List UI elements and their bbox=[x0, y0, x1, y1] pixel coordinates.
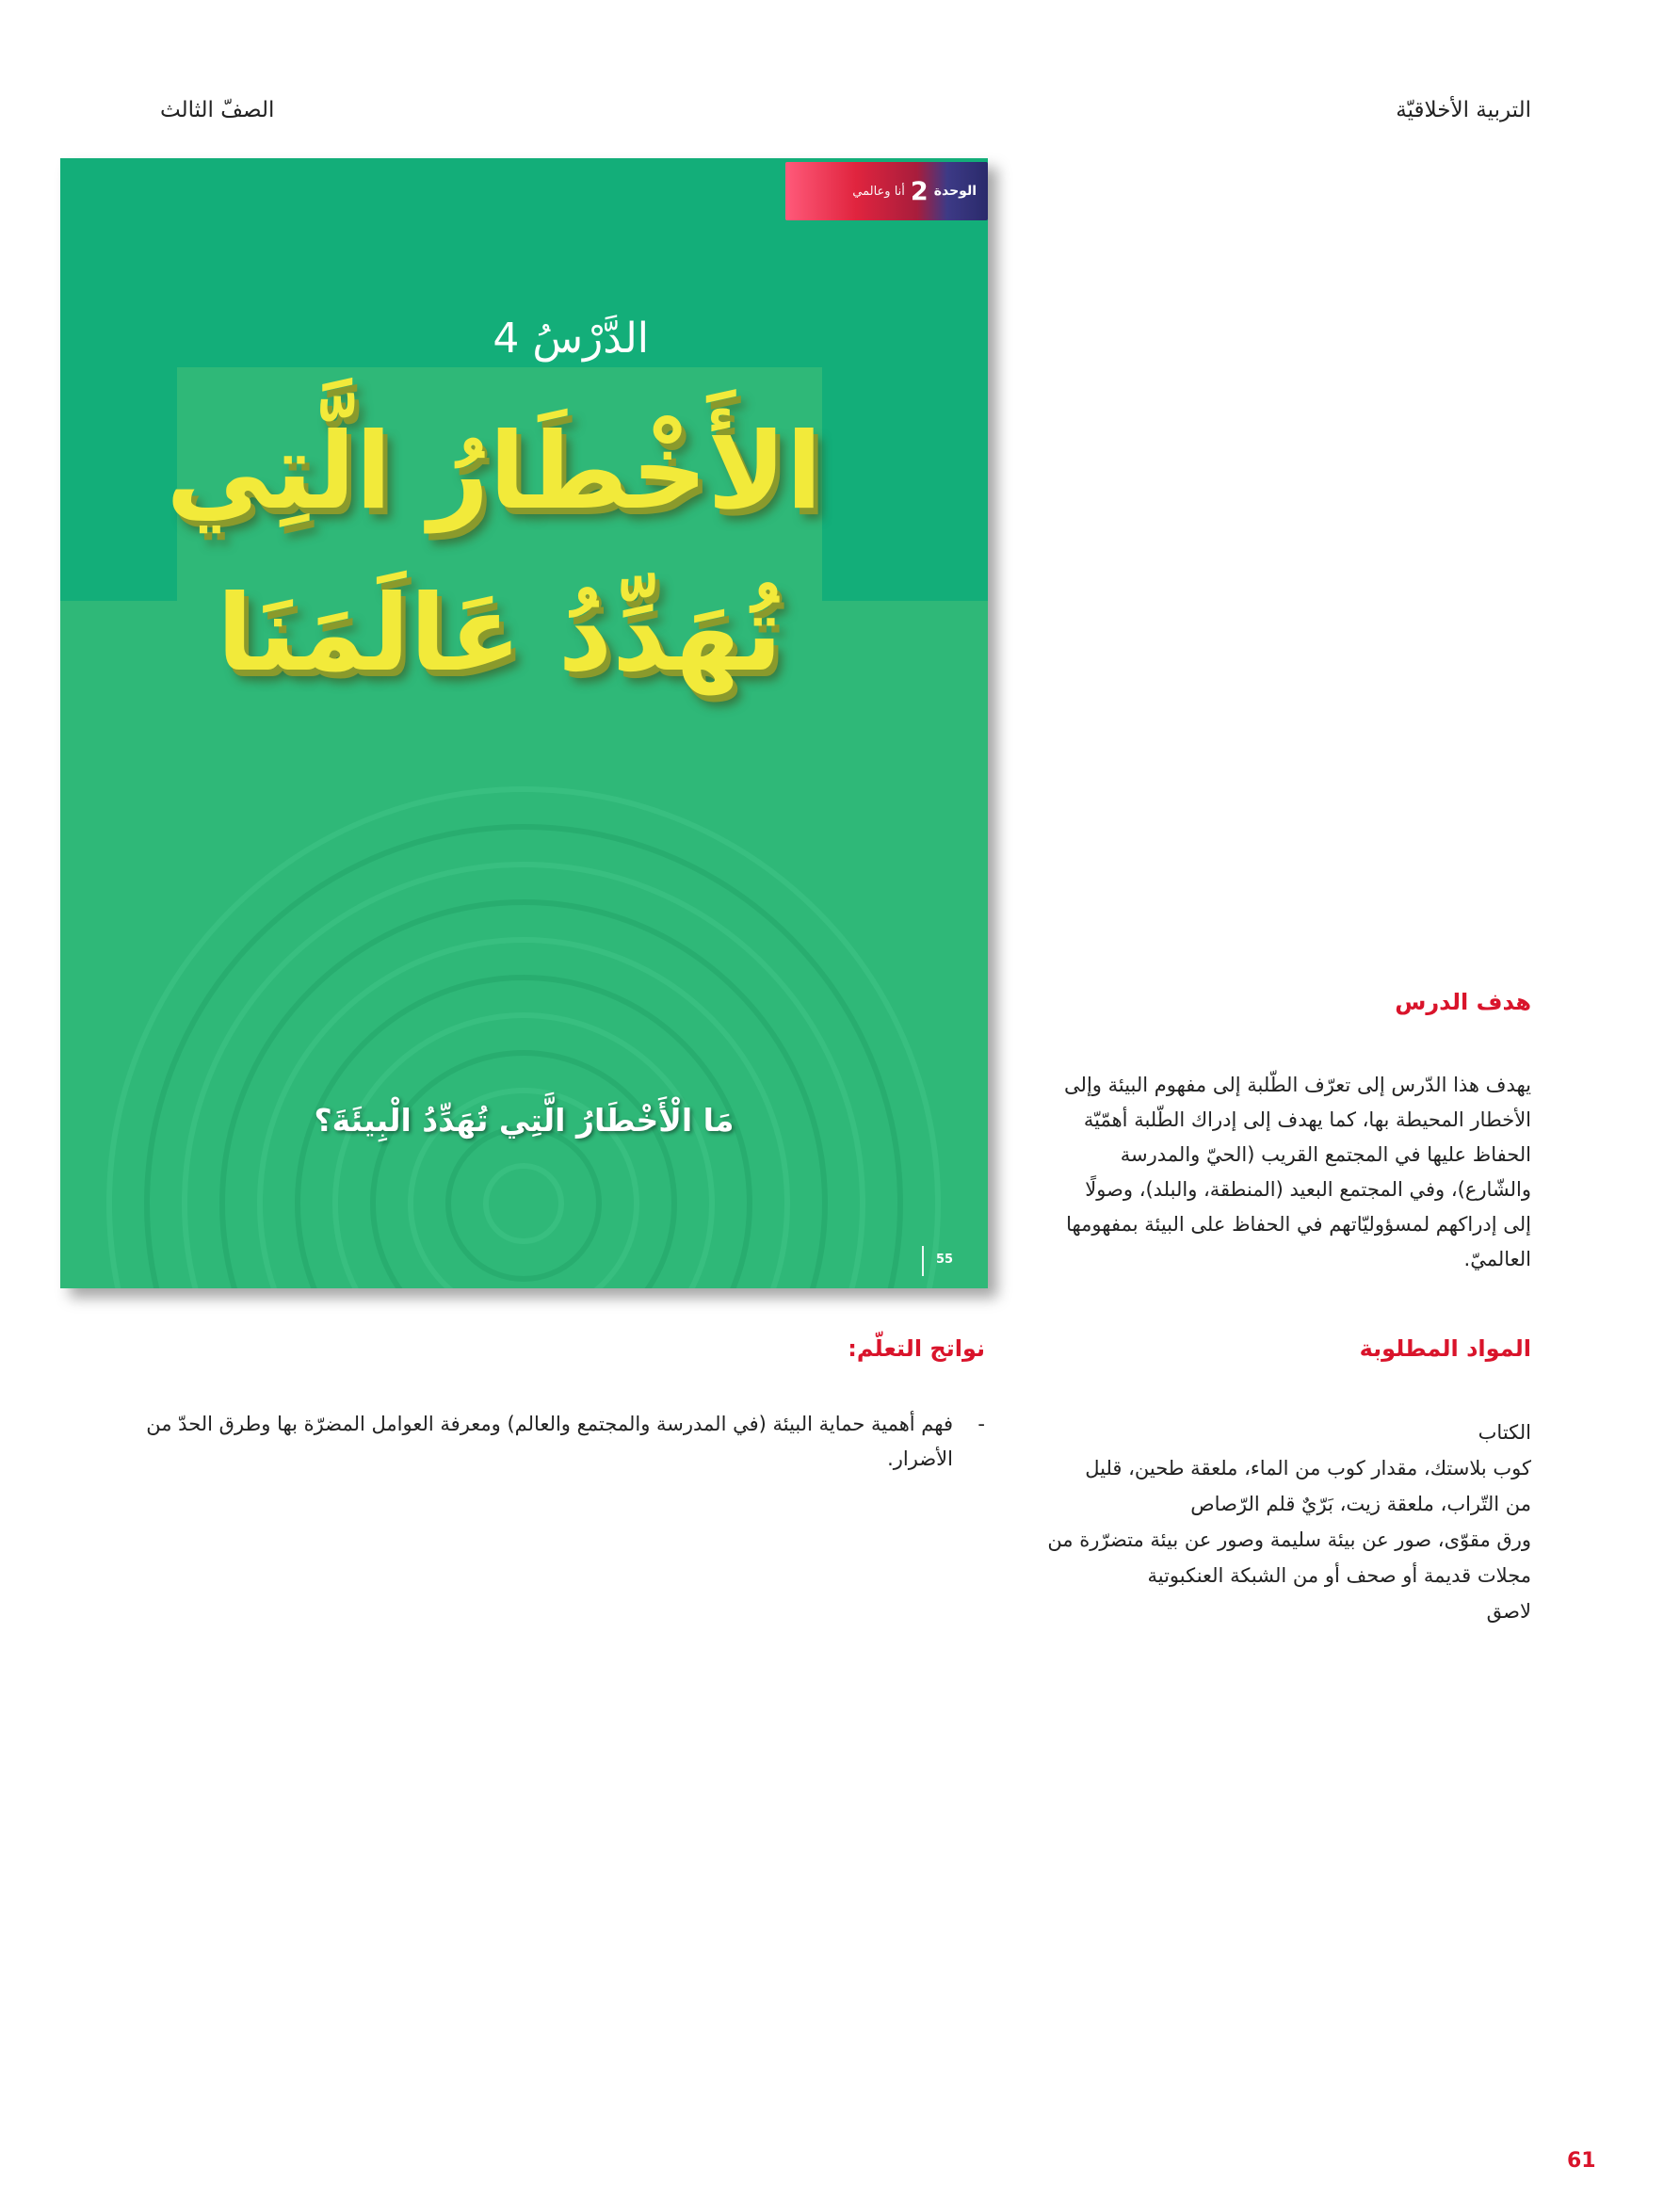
lesson-label: الدَّرْسُ 4 bbox=[493, 315, 649, 363]
unit-word: الوحدة bbox=[933, 184, 977, 199]
lesson-goal-line: والشّارع)، وفي المجتمع البعيد (المنطقة، والبلد)، وصولًا bbox=[1085, 1178, 1531, 1201]
materials-item: لاصق bbox=[1486, 1600, 1531, 1623]
ring bbox=[486, 1166, 561, 1241]
learning-outcomes-heading: نواتج التعلّم: bbox=[848, 1335, 985, 1362]
ring bbox=[448, 1128, 599, 1279]
book-page-number: 55 bbox=[936, 1253, 954, 1267]
materials-item: ورق مقوّى، صور عن بيئة سليمة وصور عن بيئة متضرّرة من bbox=[1047, 1528, 1531, 1551]
materials-item: من التّراب، ملعقة زيت، بَرّيٌ قلم الرّصاص bbox=[1190, 1493, 1531, 1515]
header-subject: التربية الأخلاقيّة bbox=[1396, 98, 1531, 122]
book-page-number-rule bbox=[922, 1246, 924, 1276]
lesson-goal-line: العالميّ. bbox=[1463, 1248, 1531, 1270]
student-book-page bbox=[60, 158, 988, 1288]
lesson-goal-line: الحفاظ عليها في المجتمع القريب (الحيّ والمدرسة bbox=[1120, 1143, 1531, 1166]
materials-item: كوب بلاستك، مقدار كوب من الماء، ملعقة طحين، قليل bbox=[1085, 1457, 1531, 1479]
materials-item: الكتاب bbox=[1478, 1421, 1531, 1444]
learning-outcome-text: فهم أهمية حماية البيئة (في المدرسة والمجتمع والعالم) ومعرفة العوامل المضرّة بها وطرق الحدّ من الأضرار. bbox=[146, 1413, 953, 1470]
lesson-title-line-1: الأَخْطَارُ الَّتِي bbox=[166, 411, 822, 533]
concentric-rings-graphic bbox=[60, 686, 988, 1288]
ring bbox=[335, 1015, 712, 1288]
lesson-goal-line: يهدف هذا الدّرس إلى تعرّف الطّلبة إلى مفهوم البيئة وإلى bbox=[1064, 1074, 1531, 1096]
materials-list bbox=[1004, 1415, 1531, 1629]
page-number: 61 bbox=[1567, 2149, 1596, 2173]
lesson-goal-heading: هدف الدرس bbox=[1395, 989, 1531, 1015]
lesson-goal-line: الأخطار المحيطة بها، كما يهدف إلى إدراك الطّلبة أهمّيّة bbox=[1083, 1108, 1531, 1131]
materials-item: مجلات قديمة أو صحف أو من الشبكة العنكبوتية bbox=[1147, 1564, 1531, 1587]
learning-outcome-item bbox=[142, 1407, 985, 1477]
unit-tab-label bbox=[852, 162, 977, 220]
unit-tab bbox=[785, 162, 988, 220]
lesson-question: مَا الْأَخْطَارُ الَّتِي تُهَدِّدُ الْبِيئَةَ؟ bbox=[314, 1102, 735, 1139]
lesson-title-line-2: تُهَدِّدُ عَالَمَنَا bbox=[217, 573, 783, 695]
header-grade: الصفّ الثالث bbox=[160, 98, 275, 122]
lesson-goal-line: إلى إدراكهم لمسؤوليّاتهم في الحفاظ على البيئة بمفهومها bbox=[1066, 1213, 1531, 1236]
ring bbox=[185, 865, 863, 1288]
ring bbox=[222, 902, 825, 1288]
list-dash: - bbox=[977, 1413, 985, 1435]
unit-number: 2 bbox=[910, 176, 929, 206]
materials-heading: المواد المطلوبة bbox=[1359, 1335, 1531, 1362]
unit-name: أنا وعالمي bbox=[852, 184, 905, 199]
lesson-goal-text bbox=[1042, 1068, 1531, 1277]
